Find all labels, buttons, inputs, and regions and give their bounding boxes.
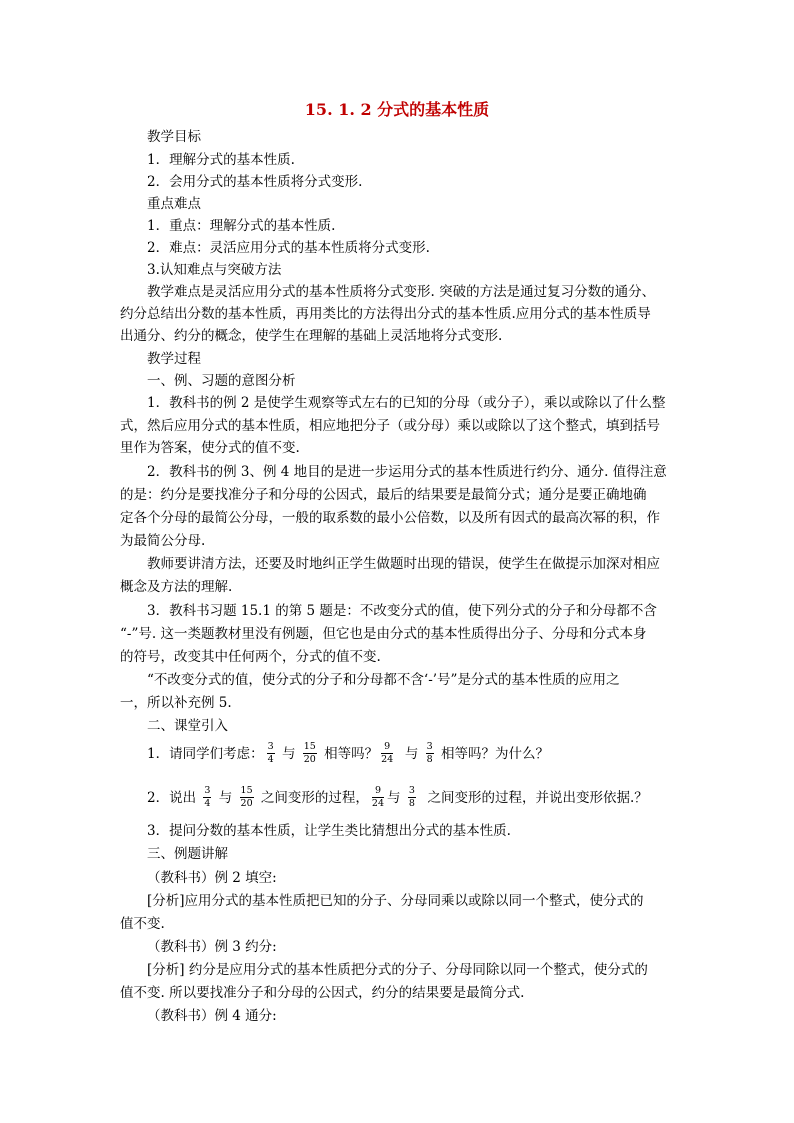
fraction-15-20: $\frac{15}{20}$ — [303, 741, 316, 765]
fraction-9-24: $\frac{9}{24}$ — [371, 785, 385, 809]
paragraph-line: “-”号. 这一类题教材里没有例题，但它也是由分式的基本性质得出分子、分母和分式本身 — [120, 626, 647, 642]
section-heading-2: 二、课堂引入 — [147, 718, 228, 734]
section-heading-1: 一、例、习题的意图分析 — [147, 373, 296, 389]
paragraph-line: 为最简公分母. — [120, 533, 206, 549]
goal-2: 2．会用分式的基本性质将分式变形. — [147, 174, 363, 190]
fraction-3-8: $\frac{3}{8}$ — [426, 741, 433, 765]
paragraph-line: [分析]应用分式的基本性质把已知的分子、分母同乘以或除以同一个整式，使分式的 — [147, 893, 644, 909]
paragraph-line: 值不变. 所以要找准分子和分母的公因式，约分的结果要是最简分式. — [120, 985, 525, 1001]
fraction-3-8: $\frac{3}{8}$ — [408, 785, 415, 809]
q2-prefix: 2．说出 — [147, 790, 197, 806]
fraction-3-4: $\frac{3}{4}$ — [267, 741, 274, 765]
paragraph-line: 里作为答案，使分式的值不变. — [120, 440, 300, 456]
heading-teaching-process: 教学过程 — [147, 351, 201, 367]
key-point-3: 3.认知难点与突破方法 — [147, 262, 282, 278]
paragraph-line: 的是：约分是要找准分子和分母的公因式，最后的结果要是最简分式；通分是要正确地确 — [120, 487, 647, 503]
q1-prefix: 1．请同学们考虑： — [147, 746, 264, 762]
key-point-1: 1．重点：理解分式的基本性质. — [147, 218, 336, 234]
example-3-label: （教科书）例 3 约分: — [147, 939, 277, 955]
paragraph-line: 一，所以补充例 5. — [120, 695, 232, 711]
heading-teaching-goals: 教学目标 — [147, 129, 201, 145]
goal-1: 1．理解分式的基本性质. — [147, 152, 295, 168]
example-2-label: （教科书）例 2 填空: — [147, 870, 277, 886]
paragraph-line: 值不变. — [120, 916, 165, 932]
question-3: 3．提问分数的基本性质，让学生类比猜想出分式的基本性质. — [147, 823, 511, 839]
paragraph-line: 教师要讲清方法，还要及时地纠正学生做题时出现的错误，使学生在做提示加深对相应 — [147, 556, 660, 572]
key-point-2: 2．难点：灵活应用分式的基本性质将分式变形. — [147, 240, 430, 256]
document-title: 15. 1. 2 分式的基本性质 — [304, 100, 490, 119]
paragraph-line: 概念及方法的理解. — [120, 579, 233, 595]
paragraph-line: [分析] 约分是应用分式的基本性质把分式的分子、分母同除以同一个整式，使分式的 — [147, 962, 648, 978]
paragraph-line: 定各个分母的最简公分母，一般的取系数的最小公倍数，以及所有因式的最高次幂的积，作 — [120, 510, 660, 526]
paragraph-line: 教学难点是灵活应用分式的基本性质将分式变形. 突破的方法是通过复习分数的通分、 — [147, 284, 656, 300]
question-2: 2．说出 $\frac{3}{4}$ 与 $\frac{15}{20}$ 之间变形的过程， $\frac{9}{24}$ 与 $\frac{3}{8}$ 之间变形的过程，并说出变形依据.？ — [147, 785, 648, 809]
paragraph-line: 式，然后应用分式的基本性质，相应地把分子（或分母）乘以或除以了这个整式，填到括号 — [120, 418, 660, 434]
paragraph-line: 2．教科书的例 3、例 4 地目的是进一步运用分式的基本性质进行约分、通分. 值得注意 — [147, 464, 667, 480]
example-4-label: （教科书）例 4 通分: — [147, 1008, 277, 1024]
fraction-3-4: $\frac{3}{4}$ — [204, 785, 211, 809]
paragraph-line: 3．教科书习题 15.1 的第 5 题是：不改变分式的值，使下列分式的分子和分母都不含 — [147, 603, 657, 619]
paragraph-line: 1．教科书的例 2 是使学生观察等式左右的已知的分母（或分子），乘以或除以了什么整 — [147, 395, 666, 411]
section-heading-3: 三、例题讲解 — [147, 846, 228, 862]
paragraph-line: 约分总结出分数的基本性质，再用类比的方法得出分式的基本性质.应用分式的基本性质导 — [120, 306, 651, 322]
question-1: 1．请同学们考虑： $\frac{3}{4}$ 与 $\frac{15}{20}$ 相等吗？ $\frac{9}{24}$ 与 $\frac{3}{8}$ 相等吗？为什么？ — [147, 741, 549, 765]
paragraph-line: “不改变分式的值，使分式的分子和分母都不含‘-’号”是分式的基本性质的应用之 — [147, 672, 620, 688]
heading-key-points: 重点难点 — [147, 196, 201, 212]
fraction-15-20: $\frac{15}{20}$ — [240, 785, 253, 809]
paragraph-line: 的符号，改变其中任何两个，分式的值不变. — [120, 649, 381, 665]
paragraph-line: 出通分、约分的概念，使学生在理解的基础上灵活地将分式变形. — [120, 328, 503, 344]
fraction-9-24: $\frac{9}{24}$ — [381, 741, 394, 765]
